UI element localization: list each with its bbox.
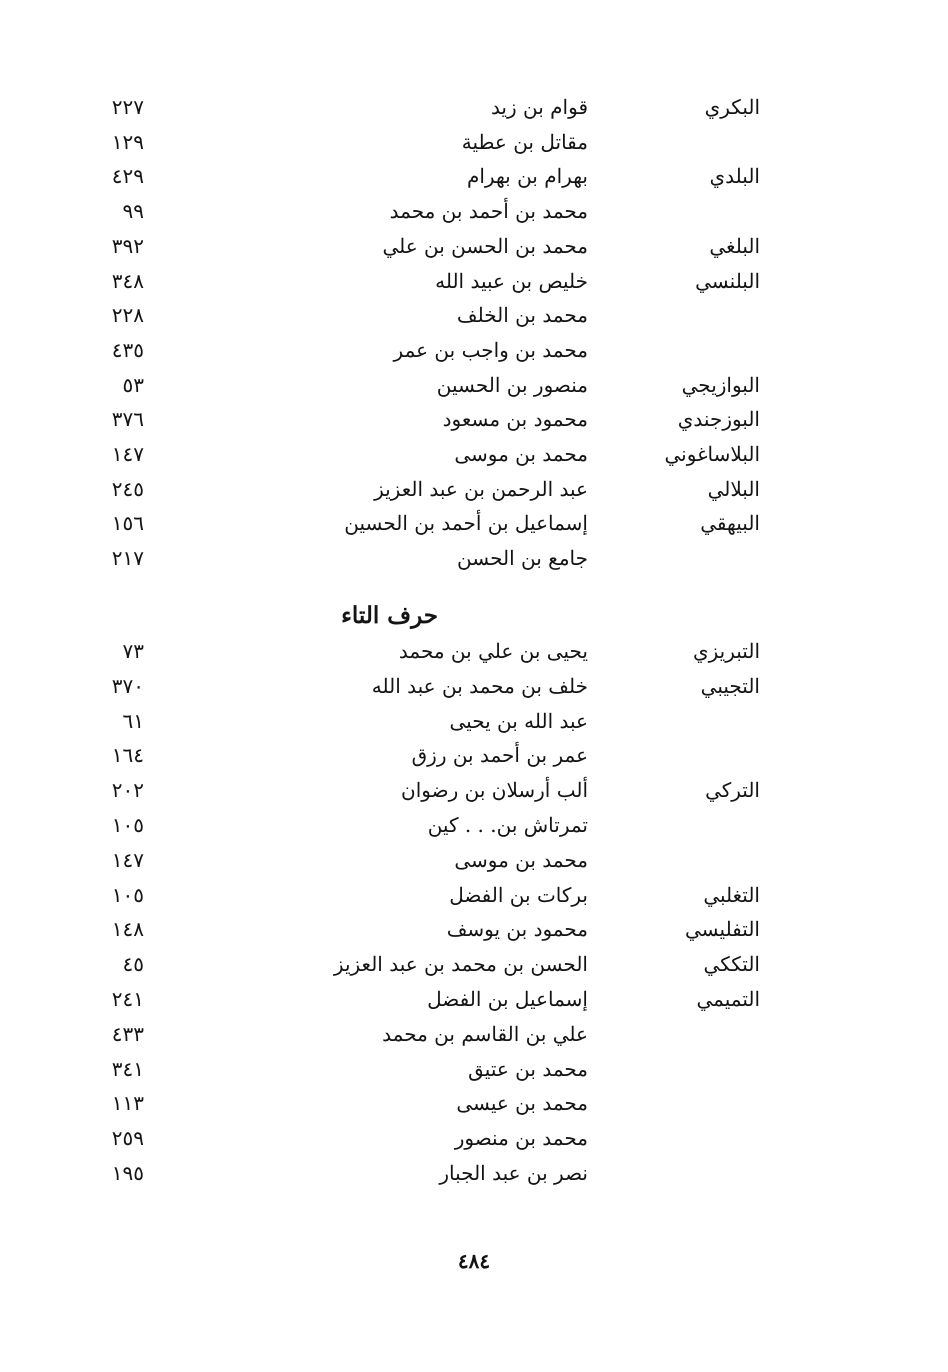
entry-nisba: التميمي bbox=[696, 987, 760, 1011]
index-entry bbox=[0, 636, 948, 666]
entry-page-number: ٢٤٥ bbox=[111, 476, 144, 501]
index-entry bbox=[0, 543, 948, 573]
entry-page-number: ١٢٩ bbox=[111, 129, 144, 154]
entry-page-number: ١٤٨ bbox=[111, 917, 144, 942]
entry-page-number: ٧٣ bbox=[122, 639, 144, 663]
entry-name: الحسن بن محمد بن عبد العزيز bbox=[333, 952, 588, 977]
index-entry bbox=[0, 335, 948, 365]
index-entry bbox=[0, 949, 948, 979]
entry-page-number: ٢١٧ bbox=[111, 546, 144, 571]
index-entry bbox=[0, 92, 948, 122]
index-entry bbox=[0, 845, 948, 875]
entry-nisba: البوازيجي bbox=[681, 372, 760, 397]
index-entry bbox=[0, 1019, 948, 1049]
entry-name: ألب أرسلان بن رضوان bbox=[401, 778, 588, 803]
index-entry bbox=[0, 161, 948, 191]
index-entry bbox=[0, 1123, 948, 1153]
entry-name: بهرام بن بهرام bbox=[466, 164, 588, 189]
entry-name: خليص بن عبيد الله bbox=[435, 268, 588, 293]
entry-name: جامع بن الحسن bbox=[457, 546, 588, 571]
index-entry bbox=[0, 984, 948, 1014]
entry-name: محمد بن واجب بن عمر bbox=[393, 337, 588, 362]
entry-nisba: التركي bbox=[705, 778, 760, 803]
entry-name: محمود بن يوسف bbox=[446, 917, 588, 942]
entry-page-number: ٤٣٣ bbox=[111, 1021, 144, 1046]
entry-name: محمد بن الحسن بن علي bbox=[382, 233, 588, 258]
entry-name: قوام بن زيد bbox=[490, 95, 588, 119]
index-entry bbox=[0, 300, 948, 330]
index-entry bbox=[0, 508, 948, 538]
entry-page-number: ١٦٤ bbox=[111, 743, 144, 768]
entry-nisba: البلنسي bbox=[695, 268, 760, 293]
entry-nisba: التجيبي bbox=[700, 673, 760, 698]
index-entry bbox=[0, 231, 948, 261]
index-entry bbox=[0, 775, 948, 805]
entry-page-number: ٣٧٠ bbox=[111, 673, 144, 698]
entry-page-number: ٤٢٩ bbox=[111, 164, 144, 189]
section-heading: حرف التاء bbox=[341, 602, 438, 629]
entry-nisba: البلغي bbox=[709, 233, 760, 258]
entry-name: خلف بن محمد بن عبد الله bbox=[371, 673, 588, 698]
entry-name: إسماعيل بن أحمد بن الحسين bbox=[344, 511, 588, 536]
entry-name: محمد بن عتيق bbox=[468, 1056, 588, 1081]
entry-nisba: التبريزي bbox=[692, 639, 760, 663]
entry-nisba: التغلبي bbox=[703, 882, 760, 907]
entry-page-number: ٣٤٨ bbox=[111, 268, 144, 293]
index-entry bbox=[0, 706, 948, 736]
index-entry bbox=[0, 439, 948, 469]
entry-nisba: البلالي bbox=[707, 476, 760, 501]
entry-name: علي بن القاسم بن محمد bbox=[382, 1021, 588, 1046]
entry-name: محمد بن منصور bbox=[454, 1126, 588, 1151]
entry-page-number: ٤٣٥ bbox=[111, 337, 144, 362]
index-entry bbox=[0, 1088, 948, 1118]
index-entry bbox=[0, 914, 948, 944]
index-entry bbox=[0, 1158, 948, 1188]
entry-name: بركات بن الفضل bbox=[449, 882, 588, 907]
entry-page-number: ١١٣ bbox=[111, 1091, 144, 1116]
entry-name: تمرتاش بن. . . كين bbox=[427, 813, 588, 837]
entry-page-number: ١٤٧ bbox=[111, 442, 144, 466]
index-entry bbox=[0, 810, 948, 840]
entry-name: محمد بن موسى bbox=[454, 847, 588, 872]
entry-name: محمد بن الخلف bbox=[456, 303, 588, 328]
entry-nisba: التككي bbox=[703, 952, 760, 977]
index-entry bbox=[0, 740, 948, 770]
entry-name: نصر بن عبد الجبار bbox=[439, 1161, 588, 1185]
entry-page-number: ٢٤١ bbox=[111, 987, 144, 1011]
index-entry bbox=[0, 266, 948, 296]
index-entry bbox=[0, 880, 948, 910]
entry-page-number: ٢٠٢ bbox=[111, 778, 144, 803]
entry-page-number: ٩٩ bbox=[122, 199, 144, 224]
entry-page-number: ١٤٧ bbox=[111, 847, 144, 872]
entry-page-number: ٢٢٨ bbox=[111, 303, 144, 328]
footer-page-number: ٤٨٤ bbox=[457, 1249, 491, 1273]
entry-page-number: ١٠٥ bbox=[111, 882, 144, 907]
entry-name: عبد الله بن يحيى bbox=[449, 708, 588, 733]
entry-name: محمد بن أحمد بن محمد bbox=[389, 199, 588, 224]
index-entry bbox=[0, 196, 948, 226]
entry-name: محمد بن موسى bbox=[454, 442, 588, 466]
entry-nisba: البكري bbox=[704, 95, 760, 119]
entry-name: محمد بن عيسى bbox=[456, 1091, 588, 1116]
entry-page-number: ٥٣ bbox=[122, 372, 144, 397]
entry-nisba: البلدي bbox=[709, 164, 760, 189]
entry-page-number: ١٥٦ bbox=[111, 511, 144, 536]
entry-name: محمود بن مسعود bbox=[442, 407, 588, 432]
entry-page-number: ٣٤١ bbox=[111, 1056, 144, 1081]
entry-nisba: البيهقي bbox=[700, 511, 760, 536]
index-entry bbox=[0, 1054, 948, 1084]
entry-page-number: ٢٥٩ bbox=[111, 1126, 144, 1151]
entry-name: مقاتل بن عطية bbox=[461, 129, 588, 154]
entry-page-number: ٢٢٧ bbox=[111, 95, 144, 119]
entry-nisba: التفليسي bbox=[685, 917, 760, 942]
entry-name: يحيى بن علي بن محمد bbox=[398, 639, 588, 663]
entry-name: إسماعيل بن الفضل bbox=[427, 987, 588, 1011]
entry-page-number: ٣٧٦ bbox=[111, 407, 144, 432]
entry-page-number: ٣٩٢ bbox=[111, 233, 144, 258]
index-entry bbox=[0, 671, 948, 701]
entry-name: عبد الرحمن بن عبد العزيز bbox=[374, 476, 588, 501]
entry-name: منصور بن الحسين bbox=[436, 372, 588, 397]
entry-nisba: البلاساغوني bbox=[664, 442, 760, 466]
index-entry bbox=[0, 127, 948, 157]
entry-page-number: ١٠٥ bbox=[111, 813, 144, 837]
index-entry bbox=[0, 474, 948, 504]
index-entry bbox=[0, 370, 948, 400]
index-entry bbox=[0, 404, 948, 434]
entry-page-number: ٤٥ bbox=[122, 952, 144, 977]
entry-page-number: ١٩٥ bbox=[111, 1161, 144, 1185]
entry-nisba: البوزجندي bbox=[677, 407, 760, 432]
entry-name: عمر بن أحمد بن رزق bbox=[411, 743, 588, 768]
entry-page-number: ٦١ bbox=[122, 708, 144, 733]
